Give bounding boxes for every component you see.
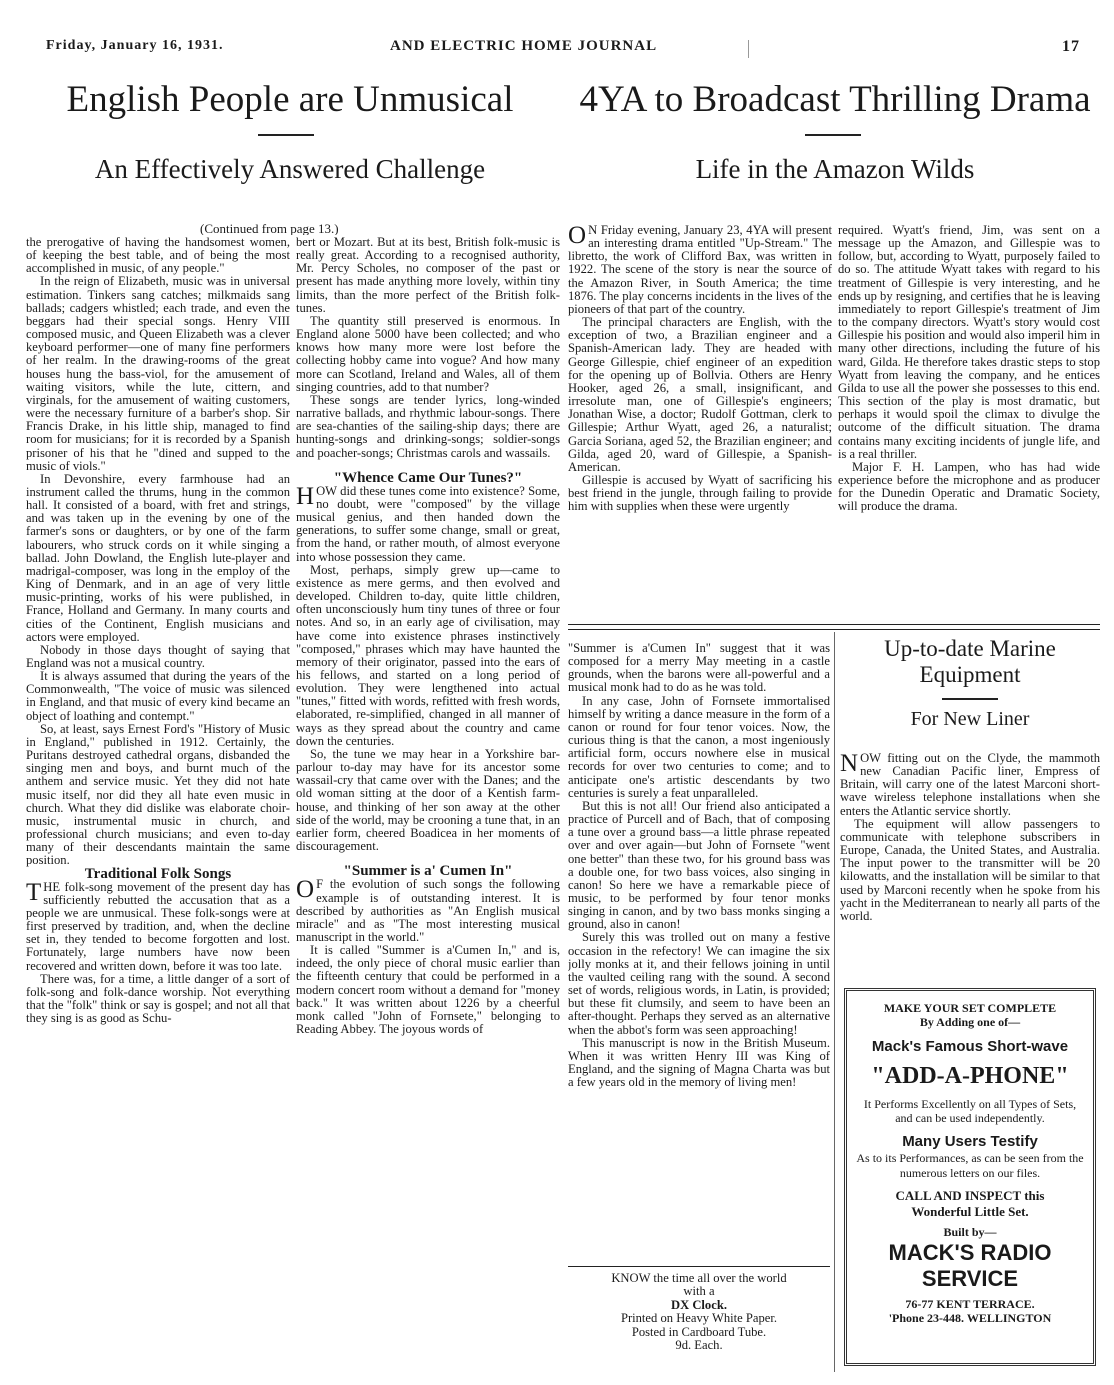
ad-add-a-phone: "ADD-A-PHONE"	[871, 1062, 1069, 1089]
paragraph: This manuscript is now in the British Museum. When it was written Henry III was King of England, and the signing of Magna Charta was but a few years old in the memory of living men!	[568, 1035, 830, 1090]
ad-phone: 'Phone 23-448. WELLINGTON	[888, 1310, 1052, 1325]
summer-text-col3	[568, 642, 830, 1089]
paragraph: Gillespie is accused by Wyatt of sacrificing his best friend in the jungle, through failing to provide him with supplies when these were urgently	[568, 472, 832, 514]
ad-many-users-testify: Many Users Testify	[902, 1133, 1038, 1151]
drop-cap: O	[568, 224, 587, 249]
drama-text-col3	[568, 224, 832, 513]
paragraph: The equipment will allow passengers to communicate with telephone subscribers in Europe, Canada, the United States, and Australia. The input power to the transmitter will be 20 kilowatts, and the installation will be similar to that used by Marconi recently when he spoke from his yacht in the Mediterranean to nearly all parts of the world.	[840, 816, 1100, 923]
paragraph: Major F. H. Lampen, who has had wide experience before the microphone and as producer for the Dunedin Operatic and Dramatic Society, will produce the drama.	[838, 459, 1100, 514]
dx-clock-ad	[568, 1272, 830, 1352]
paragraph: the prerogative of having the handsomest women, of keeping the best table, and of being the most accomplished in music, of any people."	[26, 236, 290, 276]
paragraph-text: F the evolution of such songs the following example is of outstanding interest. It is described by authorities as "An English musical miracle" and as "The most interesting musical manuscript in the world."	[296, 877, 560, 944]
paragraph: So, the tune we may hear in a Yorkshire bar-parlour to-day may have for its ancestor some wassail-cry that came over with the Danes; and the old woman sitting at the door of a Kentish farm-house, and thinking of her son away at the other side of the world, may be crooning a tune that, in an earlier form, cheered Boadicea in her moments of discouragement.	[296, 746, 560, 854]
right-headline-dash	[805, 134, 861, 136]
left-headline: English People are Unmusical	[66, 79, 514, 120]
paragraph: The quantity still preserved is enormous. In England alone 5000 have been collected; and who knows how many more were lost before the collecting hobby came into vogue? And how many more can Scotland, Ireland and Wales, all of them singing countries, add to that number?	[296, 313, 560, 394]
column-1-text	[26, 236, 290, 868]
dx-line4: Printed on Heavy White Paper.	[620, 1311, 778, 1326]
column-2-text-b	[296, 482, 560, 854]
subhead-whence-came-our-tunes: "Whence Came Our Tunes?"	[333, 469, 523, 486]
drop-cap: T	[26, 878, 42, 906]
issue-date: Friday, January 16, 1931.	[46, 38, 224, 53]
drop-cap: O	[296, 876, 315, 904]
subhead-traditional-folk-songs: Traditional Folk Songs	[84, 865, 232, 882]
dx-line3: DX Clock.	[671, 1297, 727, 1312]
paragraph-text: OW fitting out on the Clyde, the mammoth new Canadian Pacific liner, Empress of Britain, will carry one of the latest Marconi short-wave wireless telephone installations when she enters the Atlantic service shortly.	[840, 752, 1100, 818]
paragraph: Surely this was trolled out on many a festive occasion in the refectory! We can imagine the six jolly monks at it, and their fellows joining in until the vaulted ceiling rang with the sound. A second set of words, religious words, in Latin, is provided; but these fit clumsily, and seem to have been an after-thought. Perhaps they served as an alternative when the abbot's form was seen approaching!	[568, 930, 830, 1037]
ad-built-by: Built by—	[943, 1225, 997, 1240]
paragraph: bert or Mozart. But at its best, British folk-music is really great. According to a recognised authority, Mr. Percy Scholes, no composer of the past or present has made anything more lovely, within tiny limits, than the more perfect of the British folk-tunes.	[296, 236, 560, 315]
right-headline: 4YA to Broadcast Thrilling Drama	[579, 79, 1091, 120]
column-2-text	[296, 236, 560, 460]
column-2	[296, 236, 560, 1376]
ad-by-adding: By Adding one of—	[919, 1015, 1021, 1030]
ad-performances: As to its Performances, as can be seen from the numerous letters on our files.	[856, 1151, 1084, 1180]
subhead-summer-is-a-cumen-in: "Summer is a' Cumen In"	[343, 863, 513, 880]
paragraph-text: HE folk-song movement of the present day has sufficiently rebutted the accusation that as a people we are unmusical. These folk-songs were at first preserved by tradition, and, when the decline set in, they tended to become forgotten and lost. Fortunately, large numbers have now been recovered and written down, before it was too late.	[26, 879, 290, 973]
ad-make-set-complete: MAKE YOUR SET COMPLETE	[883, 1001, 1057, 1015]
paragraph: These songs are tender lyrics, long-winded narrative ballads, and rhythmic labour-songs. There are sea-chanties of the sailing-ship days; there are hunting-songs and drinking-songs; soldier-songs and poacher-songs; Christmas carols and wassails.	[296, 392, 560, 460]
paragraph: It is always assumed that during the years of the Commonwealth, "The voice of music was silenced in England, and that music of every kind became an object of loathing and contempt."	[26, 669, 290, 723]
paragraph: "Summer is a'Cumen In" suggest that it was composed for a merry May meeting in a castle grounds, when the barons were all-powerful and a musical monk had to do as he was told.	[568, 642, 830, 695]
column-1-text-b	[26, 878, 290, 1026]
paragraph: required. Wyatt's friend, Jim, was sent on a message up the Amazon, and Gillespie was to follow, but, according to Wyatt, purposely failed to do so. The attitude Wyatt takes with regard to his treatment of Gillespie is very interesting, and he ends up by resigning, and certifies that he is leaving immediately to report Gillespie's treatment of Jim to the company directors. Wyatt's story would cost Gillespie his position and would also imperil him in many other directions, including the future of his ward, Gilda. He therefore takes drastic steps to stop Wyatt from leaving the company, and he entices Gilda to use all the power she possesses to this end. This section of the play is most dramatic, but perhaps it would spoil the climax to divulge the outcome of the difficult situation. The drama contains many exciting incidents of jungle life, and is a real thriller.	[838, 224, 1100, 461]
drop-cap: N	[840, 752, 859, 777]
left-headline-dash	[258, 134, 314, 136]
marine-body	[840, 752, 1100, 980]
paragraph: The principal characters are English, with the exception of two, a Brazilian engineer and a Spanish-American lady. They are headed with George Gillespie, chief engineer of an expedition for the opening up of Bollvia. Others are Henry Hooker, aged 26, a small, insignificant, and irresolute man, one of Gillespie's engineers; Jonathan Wise, a doctor; Rudolf Gottman, clerk to Gillespie; Arthur Wyatt, aged 26, a naturalist; Garcia Soriana, aged 52, the Brazilian engineer; and Gilda, aged 20, ward of Gillespie, a Spanish-American.	[568, 315, 832, 474]
paragraph	[26, 878, 290, 973]
paragraph: But this is not all! Our friend also anticipated a practice of Purcell and of Bach, that of composing a tune over a ground bass—a little phrase repeated over and over again—but John of Fornsete "went one better" than these two, for his ground bass was a double one, for two bass voices, also singing in canon! So here we have a remarkable piece of music, to be performed by four tenor monks singing in canon, and by two bass monks singing a ground, also in canon!	[568, 798, 830, 932]
ad-call-inspect: CALL AND INSPECT this	[895, 1188, 1045, 1204]
ad-macks-radio: MACK'S RADIO	[888, 1239, 1052, 1265]
paragraph: So, at least, says Ernest Ford's "History of Music in England," published in 1912. Certainly, the Puritans destroyed cathedral organs, disbanded the singing men and boys, and burnt much of the anthem and service music. Yet they did not hate music itself, nor did they all hate even music in church. What they did dislike was elaborate choir-music, instrumental music in church, and professional church musicians; and even to-day many of their descendants maintain the same position.	[26, 721, 290, 868]
paragraph: In the reign of Elizabeth, music was in universal estimation. Tinkers sang catches; milkmaids sang ballads; cadgers whistled; each trade, and even the beggars had their special songs. Henry VIII composed music, and Queen Elizabeth was a clever keyboard performer—one of many fine performers of her realm. In the drawing-rooms of the great houses hung the bass-viol, for the amusement of waiting visitors, while the lute, cittern, and virginals, for the amusement of waiting customers, were the necessary furniture of a barber's shop. Sir Francis Drake, in his little ship, managed to find room for musicians; for it is recorded by a Spanish prisoner of his that he "dined and supped to the music of viols."	[26, 274, 290, 473]
ad-famous-shortwave: Mack's Famous Short-wave	[871, 1037, 1069, 1055]
paragraph: Nobody in those days thought of saying that England was not a musical country.	[26, 642, 290, 670]
paragraph: In Devonshire, every farmhouse had an instrument called the thrums, hung in the common hall. It consisted of a board, with fret and strings, and was taken up in the evening by one of the farmer's sons or daughters, or by one of the farm labourers, who struck cords on it while singing a ballad. John Dowland, the English lute-player and madrigal-composer, was long in the employ of the King of Denmark, and in an age of very little music-printing, works of his were published, in France, Holland and Germany. In many courts and cities of the Continent, English musicians and actors were employed.	[26, 471, 290, 644]
paragraph: In any case, John of Fornsete immortalised himself by writing a dance measure in the form of a canon or round for four tenor voices. Now, the curious thing is that the canon, a most ingeniously artificial form, occurs nowhere else in musical records for over two centuries to come; and to anticipate one's artistic descendants by two centuries is surely a feat unparalleled.	[568, 693, 830, 800]
paragraph	[296, 878, 560, 944]
drama-text-col4	[838, 224, 1100, 513]
ad-service: SERVICE	[921, 1266, 1019, 1292]
marine-headline	[840, 636, 1100, 688]
header-divider	[748, 40, 749, 58]
journal-title: AND ELECTRIC HOME JOURNAL	[390, 38, 658, 54]
marine-subheadline: For New Liner	[910, 708, 1030, 730]
column-3-summer	[568, 642, 830, 1262]
left-subheadline: An Effectively Answered Challenge	[94, 154, 486, 184]
dx-line6: 9d. Each.	[675, 1338, 723, 1353]
paragraph: There was, for a time, a little danger of a sort of folk-song and folk-dance worship. Not everything that the "folk" think or say is gospel; and not all that they sing is as good as Schu-	[26, 971, 290, 1026]
paragraph-text: N Friday evening, January 23, 4YA will present an interesting drama entitled "Up-Stream." The libretto, the work of Clifford Bax, was written in 1922. The scene of the story is near the source of the Amazon River, in South America; the time 1876. The play concerns incidents in the lives of the pioneers of that part of the country.	[568, 224, 832, 316]
dx-line2: with a	[683, 1284, 715, 1299]
marine-headline-line2: Equipment	[919, 662, 1021, 687]
right-subheadline: Life in the Amazon Wilds	[695, 154, 975, 184]
column-2-text-c	[296, 878, 560, 1036]
ad-address: 76-77 KENT TERRACE.	[905, 1296, 1035, 1311]
continued-note: (Continued from page 13.)	[200, 222, 339, 236]
macks-radio-ad	[844, 988, 1096, 1366]
page-number: 17	[1062, 38, 1080, 55]
paragraph	[840, 752, 1100, 818]
paragraph-text: OW did these tunes come into existence? Some, no doubt, were "composed" by the village musical genius, and then handed down the generations, to suffer some change, small or great, from the hand, or rather mouth, of almost everyone into whose possession they came.	[296, 483, 560, 564]
dx-line5: Posted in Cardboard Tube.	[631, 1324, 767, 1339]
ad-wonderful-set: Wonderful Little Set.	[911, 1203, 1029, 1219]
marine-headline-line1: Up-to-date Marine	[884, 636, 1056, 661]
paragraph	[568, 224, 832, 316]
marine-dash	[942, 698, 998, 700]
column-3-drama	[568, 224, 832, 620]
section-rule	[568, 624, 1100, 630]
column-divider	[834, 632, 835, 1372]
paragraph: Most, perhaps, simply grew up—came to existence as mere germs, and then evolved and developed. Children to-day, quite little children, often unconsciously hum tiny tunes of three or four notes. And so, in an early age of civilisation, may have come into existence phrases instinctively "composed," phrases which may have haunted the memory of their originator, passed into the ears of his fellows, and started on a long period of evolution. They were lengthened into actual "tunes," fitted with words, refitted with fresh words, elaborated, re-simplified, changed in all manner of ways as they spread about the country and came down the centuries.	[296, 562, 560, 748]
marine-text	[840, 752, 1100, 923]
paragraph: It is called "Summer is a'Cumen In," and is, indeed, the only piece of choral music earlier than the fifteenth century that could be performed in a modern concert room without a demand for "money back." It was written about 1226 by a cheerful monk called "John of Fornsete," belonging to Reading Abbey. The joyous words of	[296, 943, 560, 1037]
column-4-drama	[838, 224, 1100, 620]
ad-performs-excellently: It Performs Excellently on all Types of Sets, and can be used independently.	[863, 1096, 1077, 1125]
drop-cap: H	[296, 482, 315, 510]
dx-line1: KNOW the time all over the world	[611, 1271, 787, 1285]
paragraph	[296, 482, 560, 564]
column-1	[26, 236, 290, 1376]
dx-ad-rule	[568, 1266, 830, 1267]
